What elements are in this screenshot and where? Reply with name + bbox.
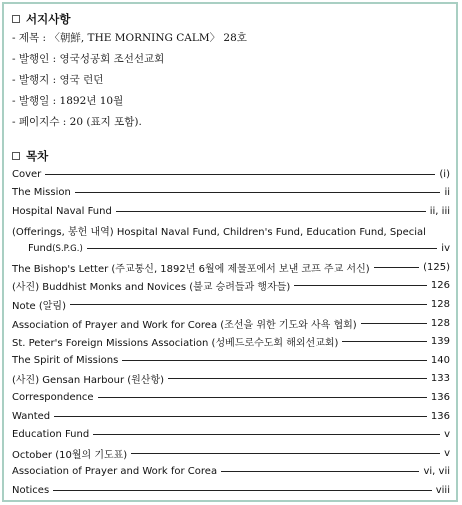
toc-entry	[12, 239, 450, 258]
toc-leader-line	[168, 378, 427, 379]
toc-entry	[12, 370, 450, 389]
toc-entry-title: October (10월의 기도표)	[12, 449, 128, 461]
toc-entry-page: 139	[430, 336, 450, 348]
toc-leader-line	[361, 323, 427, 324]
toc-leader-line	[116, 211, 426, 212]
toc-entry	[12, 184, 450, 203]
toc-leader-line	[45, 174, 435, 175]
toc-leader-line	[53, 490, 432, 491]
toc-entry-page: (125)	[423, 261, 450, 273]
bib-line: - 발행지 : 영국 런던	[12, 74, 104, 86]
toc-entry	[12, 165, 450, 184]
toc-leader-line	[54, 416, 427, 417]
toc-entry-title: The Spirit of Missions	[12, 354, 119, 366]
checkbox-icon	[12, 15, 20, 23]
toc-entry-page: 126	[430, 280, 450, 292]
toc-entry-page: ii, iii	[429, 205, 450, 217]
toc-entry	[12, 463, 450, 482]
document-frame	[2, 2, 458, 502]
toc-entry-page: v	[444, 447, 450, 459]
toc-entry-page: 128	[430, 317, 450, 329]
toc-leader-line	[294, 285, 427, 286]
document-body	[12, 10, 450, 500]
checkbox-icon	[12, 152, 20, 160]
toc-entry	[12, 221, 450, 240]
toc-entry-title: Correspondence	[12, 391, 94, 403]
toc-entry-title: Wanted	[12, 410, 51, 422]
toc-entry-title: Cover	[12, 168, 42, 180]
toc-entry-title: Fund(S.P.G.)	[28, 243, 83, 255]
toc-entry	[12, 425, 450, 444]
toc-entry-title: Association of Prayer and Work for Corea (조선을 위한 기도와 사욕 협회)	[12, 319, 357, 331]
toc-entry-page: 136	[430, 391, 450, 403]
toc-entry	[12, 388, 450, 407]
toc-list	[12, 165, 450, 500]
toc-entry-subtitle: (S.P.G.)	[52, 244, 83, 255]
toc-entry	[12, 202, 450, 221]
toc-entry	[12, 444, 450, 463]
toc-heading	[12, 147, 450, 165]
toc-leader-line	[131, 453, 440, 454]
toc-entry	[12, 314, 450, 333]
toc-entry-title: Association of Prayer and Work for Corea	[12, 466, 218, 478]
bib-heading-text: 서지사항	[26, 12, 71, 26]
toc-entry-page: vi, vii	[423, 466, 450, 478]
toc-entry-page: (i)	[439, 168, 450, 180]
toc-entry-page: 140	[430, 354, 450, 366]
toc-entry-page: v	[444, 429, 450, 441]
toc-entry-page: 128	[430, 298, 450, 310]
toc-entry-title: St. Peter's Foreign Missions Association (성베드로수도회 해외선교회)	[12, 338, 339, 350]
toc-entry	[12, 332, 450, 351]
toc-entry-title: Note (알림)	[12, 300, 66, 312]
toc-entry-title: (사진) Gensan Harbour (원산항)	[12, 375, 165, 387]
toc-heading-text: 목차	[26, 149, 49, 163]
toc-leader-line	[122, 360, 427, 361]
bib-line: - 페이지수 : 20 (표지 포함).	[12, 116, 142, 128]
toc-entry	[12, 351, 450, 370]
toc-leader-line	[93, 434, 440, 435]
bib-line: - 제목 : 〈朝鮮, THE MORNING CALM〉 28호	[12, 32, 247, 44]
toc-entry-title: Hospital Naval Fund	[12, 205, 112, 217]
toc-entry-title: Education Fund	[12, 429, 90, 441]
toc-entry-page: 133	[430, 373, 450, 385]
toc-entry	[12, 277, 450, 296]
bib-heading	[12, 10, 450, 28]
toc-entry	[12, 407, 450, 426]
toc-entry	[12, 481, 450, 500]
toc-entry-title: Notices	[12, 484, 50, 496]
toc-leader-line	[374, 267, 419, 268]
toc-entry-page: ii	[444, 187, 450, 199]
toc-leader-line	[70, 304, 427, 305]
toc-entry-page: 136	[430, 410, 450, 422]
bib-line: - 발행일 : 1892년 10월	[12, 95, 124, 107]
toc-entry	[12, 258, 450, 277]
bib-line: - 발행인 : 영국성공회 조선선교회	[12, 53, 165, 65]
toc-leader-line	[98, 397, 427, 398]
toc-entry-page: iv	[441, 243, 450, 255]
toc-leader-line	[342, 341, 426, 342]
toc-entry-title: (Offerings, 봉헌 내역) Hospital Naval Fund, Children's Fund, Education Fund, Special	[12, 226, 426, 238]
toc-leader-line	[75, 192, 441, 193]
toc-entry-title: The Mission	[12, 187, 71, 199]
toc-entry	[12, 295, 450, 314]
toc-leader-line	[87, 248, 438, 249]
toc-leader-line	[221, 471, 419, 472]
toc-entry-page: viii	[435, 484, 450, 496]
toc-entry-title: (사진) Buddhist Monks and Novices (불교 승려들과 행자들)	[12, 282, 291, 294]
toc-entry-title: The Bishop's Letter (주교통신, 1892년 6월에 제물포에서 보낸 코프 주교 서신)	[12, 263, 370, 275]
